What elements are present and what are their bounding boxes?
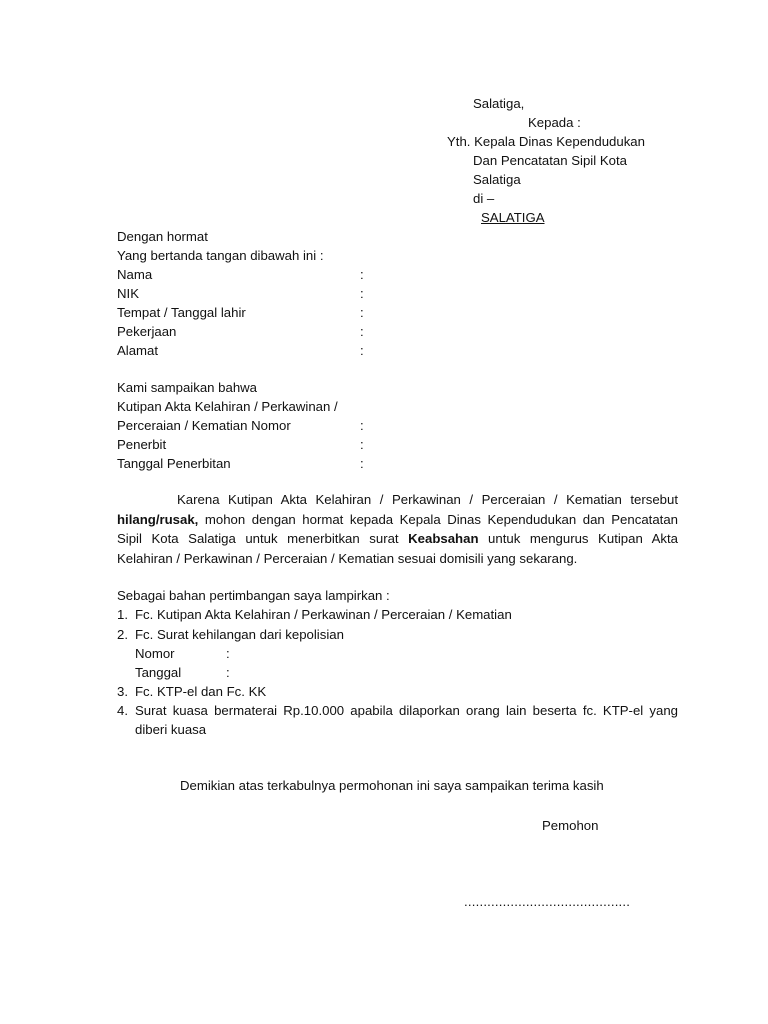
paragraph-text-3b: untuk mengurus Kutipan Akta (478, 531, 678, 546)
attachment-text-4-line-1: Surat kuasa bermaterai Rp.10.000 apabila dilaporkan orang lain beserta fc. KTP-el yang (135, 703, 678, 718)
recipient-line-2: Dan Pencatatan Sipil Kota (473, 153, 627, 168)
recipient-line-1: Yth. Kepala Dinas Kependudukan (447, 134, 645, 149)
attachment-num-1: 1. (117, 607, 128, 622)
statement-line-1: Kami sampaikan bahwa (117, 380, 258, 395)
field-colon-nama: : (360, 267, 364, 282)
attachment-text-2: Fc. Surat kehilangan dari kepolisian (135, 627, 344, 642)
statement-tanggal: Tanggal Penerbitan (117, 456, 231, 471)
field-label-nama: Nama (117, 267, 153, 282)
statement-line-2: Kutipan Akta Kelahiran / Perkawinan / (117, 399, 338, 414)
request-paragraph (117, 490, 678, 568)
statement-colon-nomor: : (360, 418, 364, 433)
paragraph-line-2 (117, 510, 678, 530)
kepada-label: Kepada : (528, 115, 581, 130)
field-colon-pekerjaan: : (360, 324, 364, 339)
field-label-alamat: Alamat (117, 343, 159, 358)
field-colon-ttl: : (360, 305, 364, 320)
paragraph-text-2: mohon dengan hormat kepada Kepala Dinas Kependudukan dan Pencatatan (198, 511, 678, 527)
closing-sentence: Demikian atas terkabulnya permohonan ini saya sampaikan terima kasih (180, 778, 604, 793)
paragraph-line-4 (117, 549, 678, 569)
statement-colon-tanggal: : (360, 456, 364, 471)
sub-colon-nomor: : (226, 646, 230, 661)
paragraph-text-1: Karena Kutipan Akta Kelahiran / Perkawinan / Perceraian / Kematian tersebut (177, 492, 678, 507)
city-date: Salatiga, (473, 96, 525, 111)
sub-label-nomor: Nomor (135, 646, 175, 661)
statement-colon-penerbit: : (360, 437, 364, 452)
attachment-text-1: Fc. Kutipan Akta Kelahiran / Perkawinan / Perceraian / Kematian (135, 607, 512, 622)
paragraph-bold-keabsahan: Keabsahan (408, 531, 479, 546)
statement-penerbit: Penerbit (117, 437, 167, 452)
paragraph-line-1 (117, 490, 678, 510)
sub-colon-tanggal: : (226, 665, 230, 680)
field-label-ttl: Tempat / Tanggal lahir (117, 305, 246, 320)
field-colon-nik: : (360, 286, 364, 301)
pemohon-label: Pemohon (542, 818, 599, 833)
paragraph-text-4: Kelahiran / Perkawinan / Perceraian / Kematian sesuai domisili yang sekarang. (117, 550, 578, 566)
recipient-line-3: Salatiga (473, 172, 521, 187)
paragraph-line-3 (117, 529, 678, 549)
attachment-num-3: 3. (117, 684, 128, 699)
attachment-text-4-line-2: diberi kuasa (135, 722, 207, 737)
attachments-intro: Sebagai bahan pertimbangan saya lampirkan : (117, 588, 390, 603)
attachment-num-2: 2. (117, 627, 128, 642)
sub-label-tanggal: Tanggal (135, 665, 182, 680)
field-colon-alamat: : (360, 343, 364, 358)
paragraph-bold-hilang: hilang/rusak, (117, 511, 199, 527)
field-label-nik: NIK (117, 286, 139, 301)
greeting: Dengan hormat (117, 229, 208, 244)
signature-line: ........................................... (464, 894, 631, 909)
paragraph-text-3a: Sipil Kota Salatiga untuk menerbitkan surat (117, 531, 409, 546)
attachment-text-3: Fc. KTP-el dan Fc. KK (135, 684, 267, 699)
field-label-pekerjaan: Pekerjaan (117, 324, 177, 339)
recipient-di: di – (473, 191, 495, 206)
attachment-num-4: 4. (117, 703, 128, 718)
recipient-city: SALATIGA (481, 210, 545, 225)
intro-text: Yang bertanda tangan dibawah ini : (117, 248, 324, 263)
statement-line-3: Perceraian / Kematian Nomor (117, 418, 291, 433)
